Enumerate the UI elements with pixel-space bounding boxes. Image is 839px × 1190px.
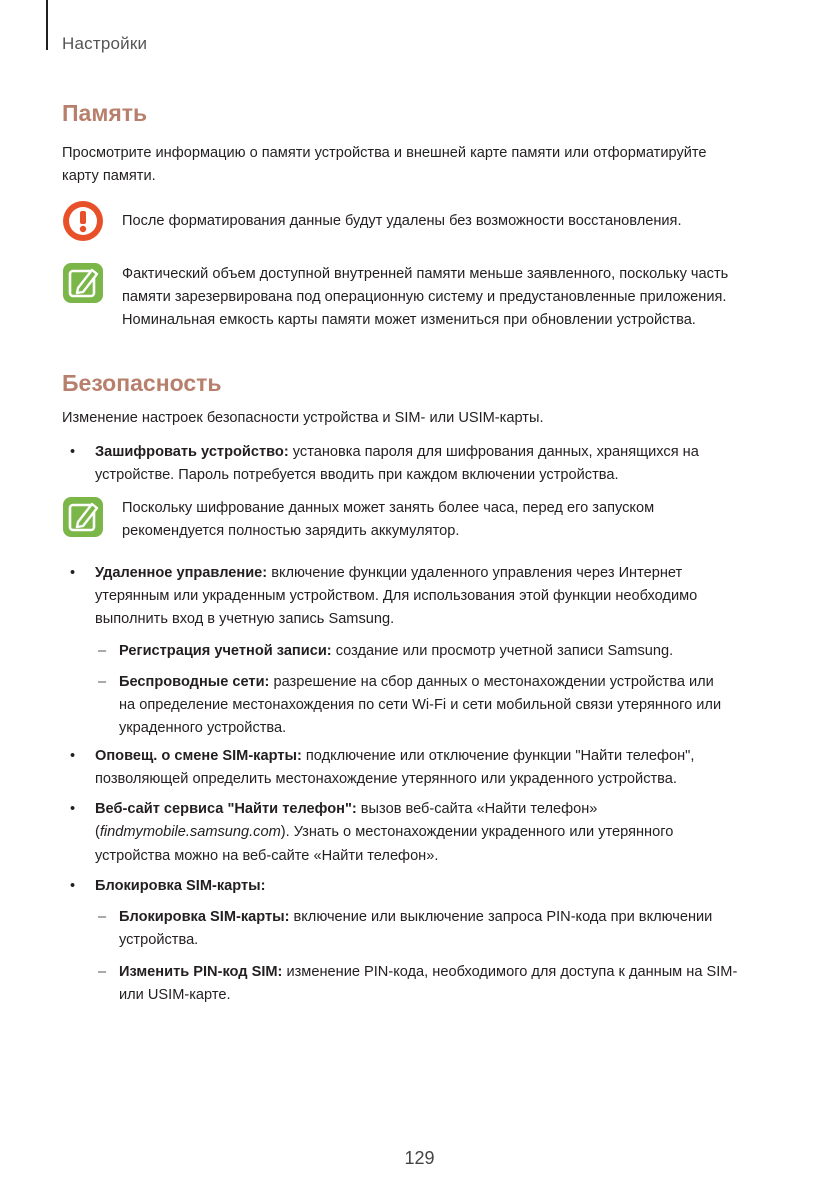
header-title: Настройки [62, 34, 148, 53]
exclamation-warning-icon [62, 200, 104, 242]
wireless-item [119, 670, 714, 694]
sim-lock-label: Блокировка SIM-карты: [95, 878, 266, 894]
memory-intro-line2: карту памяти. [62, 168, 156, 184]
memory-note-line2: памяти зарезервирована под операционную систему и предустановленные приложения. [122, 289, 727, 305]
sim-alert-text1: подключение или отключение функции "Найти телефон", [301, 748, 695, 764]
memory-note-line3: Номинальная емкость карты памяти может измениться при обновлении устройства. [122, 312, 696, 328]
page-number: 129 [404, 1148, 435, 1168]
sim-alert-label: Оповещ. о смене SIM-карты: [95, 748, 302, 764]
wireless-label: Беспроводные сети: [119, 674, 270, 690]
header-rule [46, 0, 48, 50]
remote-text2: утерянным или украденным устройством. Для использования этой функции необходимо [95, 588, 698, 604]
account-reg-item [119, 639, 673, 663]
sim-lock-sub-text1: включение или выключение запроса PIN-кода при включении [289, 909, 713, 925]
wireless-text3: украденного устройства. [119, 720, 287, 736]
bullet: • [70, 565, 76, 581]
bullet: • [70, 801, 76, 817]
website-item [95, 797, 597, 821]
website-text2: ). Узнать о местонахождении украденного или утерянного [280, 824, 674, 840]
website-line2 [95, 820, 673, 844]
bullet: • [70, 748, 76, 764]
website-text1: вызов веб-сайта «Найти телефон» [356, 801, 598, 817]
pencil-note-icon [62, 262, 104, 304]
memory-warning: После форматирования данные будут удалены без возможности восстановления. [122, 213, 682, 229]
encrypt-text1: установка пароля для шифрования данных, хранящихся на [288, 444, 699, 460]
remote-label: Удаленное управление: [95, 565, 268, 581]
encrypt-item [95, 440, 699, 464]
wireless-text1: разрешение на сбор данных о местонахождении устройства или [269, 674, 714, 690]
remote-text1: включение функции удаленного управления через Интернет [267, 565, 683, 581]
account-reg-text: создание или просмотр учетной записи Samsung. [331, 643, 674, 659]
change-pin-label: Изменить PIN-код SIM: [119, 964, 283, 980]
remote-text3: выполнить вход в учетную запись Samsung. [95, 611, 395, 627]
change-pin-text2: или USIM-карте. [119, 987, 231, 1003]
dash: – [98, 909, 107, 925]
change-pin-text1: изменение PIN-кода, необходимого для доступа к данным на SIM- [282, 964, 738, 980]
website-label: Веб-сайт сервиса "Найти телефон": [95, 801, 357, 817]
change-pin-item [119, 960, 737, 984]
memory-title: Память [62, 100, 148, 126]
remote-item [95, 561, 682, 585]
dash: – [98, 643, 107, 659]
website-text3: устройства можно на веб-сайте «Найти телефон». [95, 848, 439, 864]
security-title: Безопасность [62, 370, 222, 396]
sim-lock-sub-item [119, 905, 712, 929]
sim-alert-text2: позволяющей определить местонахождение утерянного или украденного устройства. [95, 771, 677, 787]
website-url: findmymobile.samsung.com [99, 824, 281, 840]
website-paren: ( [95, 824, 100, 840]
memory-note-line1: Фактический объем доступной внутренней памяти меньше заявленного, поскольку часть [122, 266, 729, 282]
memory-intro-line1: Просмотрите информацию о памяти устройства и внешней карте памяти или отформатируйте [62, 145, 707, 161]
account-reg-label: Регистрация учетной записи: [119, 643, 332, 659]
encrypt-text2: устройстве. Пароль потребуется вводить при каждом включении устройства. [95, 467, 619, 483]
encrypt-note-line2: рекомендуется полностью зарядить аккумулятор. [122, 523, 460, 539]
sim-lock-sub-text2: устройства. [119, 932, 199, 948]
encrypt-note-line1: Поскольку шифрование данных может занять более часа, перед его запуском [122, 500, 655, 516]
sim-alert-item [95, 744, 694, 768]
sim-lock-sub-label: Блокировка SIM-карты: [119, 909, 290, 925]
security-intro: Изменение настроек безопасности устройства и SIM- или USIM-карты. [62, 410, 544, 426]
dash: – [98, 964, 107, 980]
encrypt-label: Зашифровать устройство: [95, 444, 289, 460]
dash: – [98, 674, 107, 690]
bullet: • [70, 444, 76, 460]
wireless-text2: на определение местонахождения по сети Wi-Fi и сети мобильной связи утерянного или [119, 697, 722, 713]
pencil-note-icon [62, 496, 104, 538]
bullet: • [70, 878, 76, 894]
